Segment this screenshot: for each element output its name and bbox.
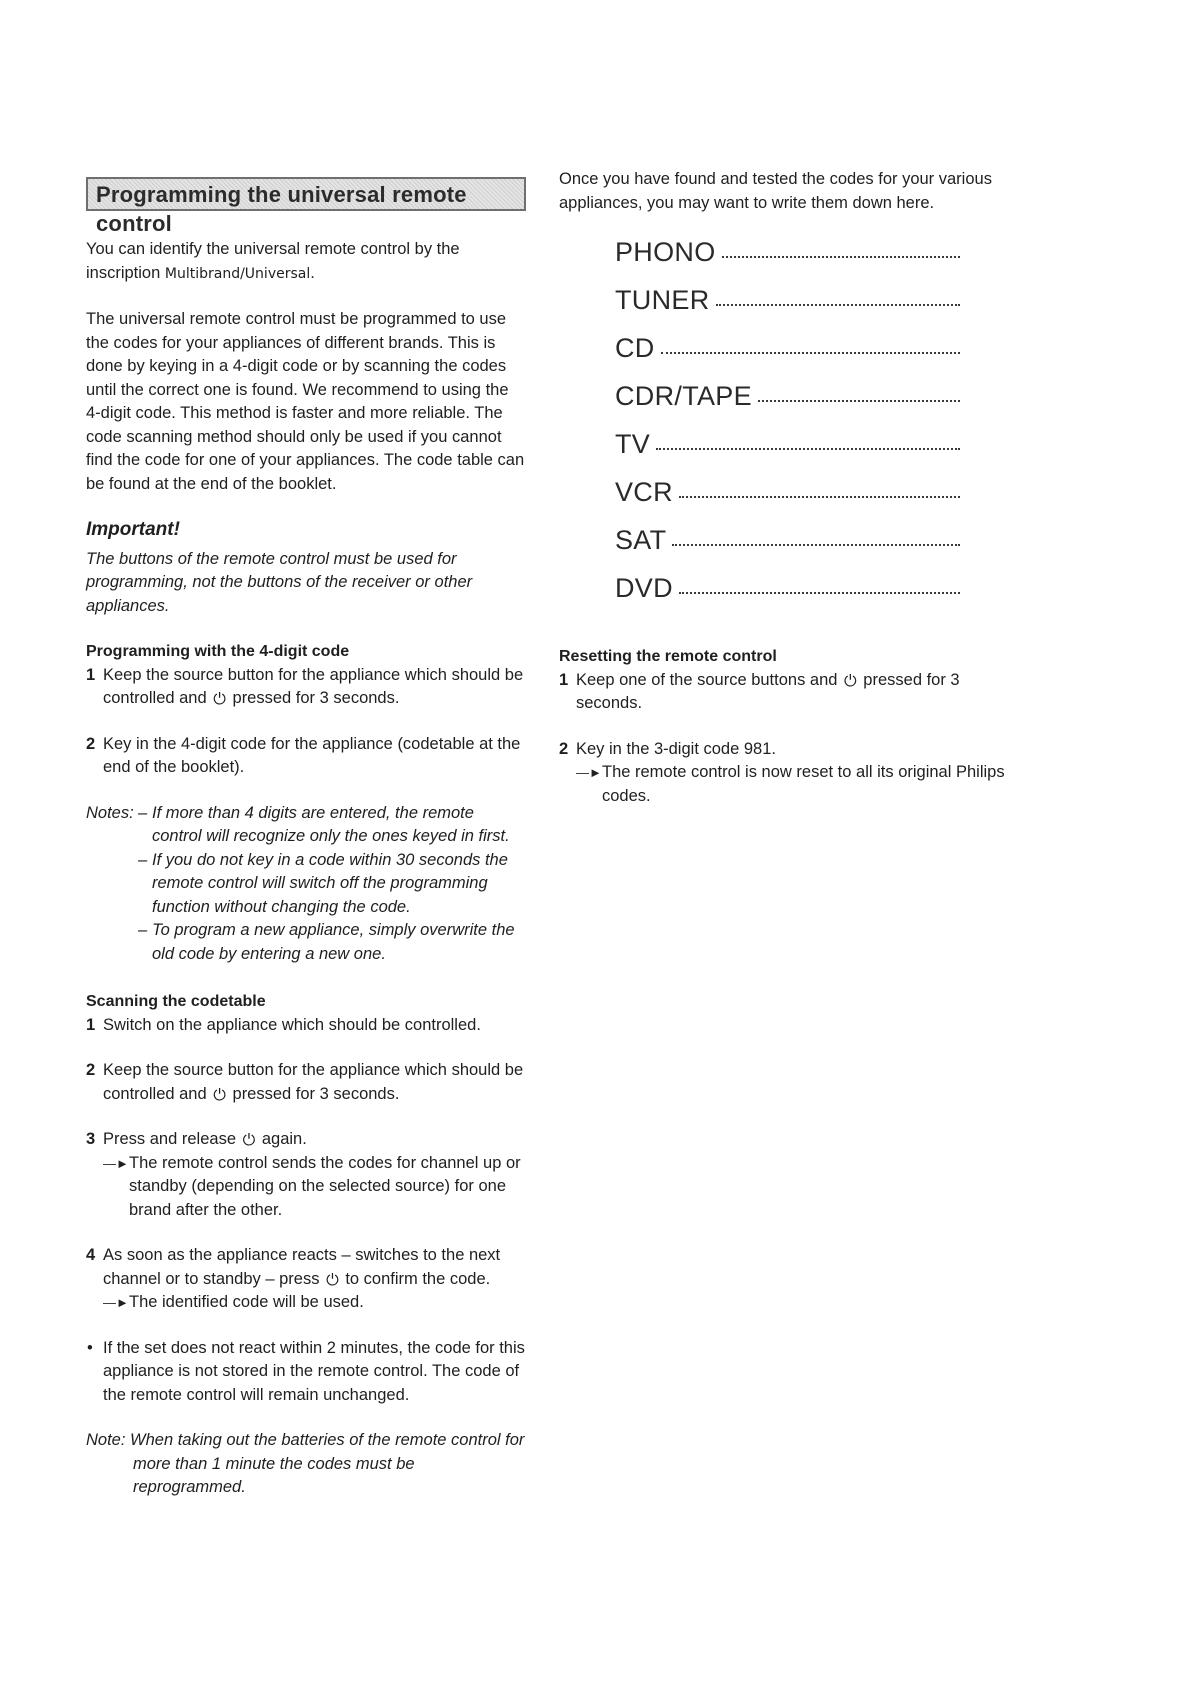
arrow-icon: —► <box>103 1295 129 1310</box>
notes-label: Notes: <box>86 803 134 822</box>
intro-text: You can identify the universal remote control by the inscription <box>86 240 460 282</box>
notes-block <box>86 802 526 967</box>
code-row-cd[interactable]: CD <box>615 337 960 385</box>
power-icon: ⏻ <box>213 691 226 708</box>
bullet-icon: • <box>87 1338 93 1357</box>
important-heading: Important! <box>86 519 180 540</box>
step-result: —► The remote control is now reset to all its original Philips codes. <box>576 763 1005 805</box>
code-row-sat[interactable]: SAT <box>615 529 960 577</box>
section-heading-scanning: Scanning the codetable <box>86 993 266 1010</box>
code-row-dvd[interactable]: DVD <box>615 577 960 625</box>
section-heading-reset: Resetting the remote control <box>559 648 777 665</box>
code-row-tuner[interactable]: TUNER <box>615 289 960 337</box>
left-column <box>86 177 526 1500</box>
code-row-phono[interactable]: PHONO <box>615 241 960 289</box>
step-1-4digit: 1 Keep the source button for the appliance which should be controlled and ⏻ pressed for 3 seconds. <box>86 665 524 708</box>
code-row-cdr-tape[interactable]: CDR/TAPE <box>615 385 960 433</box>
dotted-line <box>672 544 960 546</box>
step-result: —► The identified code will be used. <box>103 1291 526 1315</box>
section-heading-4digit: Programming with the 4-digit code <box>86 643 350 660</box>
step-number: 1 <box>86 665 96 684</box>
power-icon: ⏻ <box>242 1132 256 1149</box>
brand-inscription: Multibrand/Universal <box>164 265 311 282</box>
power-icon: ⏻ <box>844 672 857 690</box>
right-intro: Once you have found and tested the codes for your various appliances, you may want to write them down here. <box>559 170 992 212</box>
step-number: 1 <box>86 1015 96 1034</box>
dash-icon: – <box>138 803 148 822</box>
arrow-icon: —► <box>576 765 602 780</box>
right-column <box>559 168 1029 830</box>
section-banner <box>86 177 526 236</box>
dash-icon: – <box>138 850 148 869</box>
note-item: – If you do not key in a code within 30 seconds the remote control will switch off the programming function without changing the code. <box>138 850 508 916</box>
note-item: – If more than 4 digits are entered, the remote control will recognize only the ones keyed in first. <box>138 803 510 845</box>
step-number: 1 <box>559 670 569 689</box>
intro-end: . <box>310 263 315 282</box>
final-note: Note: When taking out the batteries of the remote control for more than 1 minute the codes must be reprogrammed. <box>86 1431 525 1496</box>
dotted-line <box>716 304 961 306</box>
code-write-list <box>615 237 960 625</box>
note-item: – To program a new appliance, simply overwrite the old code by entering a new one. <box>138 921 515 963</box>
important-text: The buttons of the remote control must be used for programming, not the buttons of the receiver or other appliances. <box>86 549 473 615</box>
code-row-tv[interactable]: TV <box>615 433 960 481</box>
dotted-line <box>656 448 960 450</box>
dotted-line <box>679 592 960 594</box>
intro-paragraph <box>86 238 526 286</box>
power-icon: ⏻ <box>213 1086 226 1104</box>
bullet-item: • If the set does not react within 2 minutes, the code for this appliance is not stored in the remote control. The code of the remote control will remain unchanged. <box>87 1338 525 1404</box>
step-number: 2 <box>86 1061 96 1079</box>
step-number: 3 <box>86 1130 96 1148</box>
step-4-scanning: 4 As soon as the appliance reacts – switches to the next channel or to standby – press ⏻ to confirm the code. —► The identified code will be used. <box>86 1244 526 1315</box>
dotted-line <box>722 256 960 258</box>
step-1-reset: 1 Keep one of the source buttons and ⏻ pressed for 3 seconds. <box>559 670 960 712</box>
power-icon: ⏻ <box>326 1271 339 1289</box>
step-2-reset: 2 Key in the 3-digit code 981. —► The remote control is now reset to all its original Philips codes. <box>559 738 1029 809</box>
step-2-scanning: 2 Keep the source button for the appliance which should be controlled and ⏻ pressed for 3 seconds. <box>86 1061 524 1104</box>
step-number: 2 <box>559 739 569 758</box>
dotted-line <box>758 400 960 402</box>
arrow-icon: —► <box>103 1155 129 1171</box>
dotted-line <box>661 352 960 354</box>
programming-paragraph: The universal remote control must be programmed to use the codes for your appliances of different brands. This is done by keying in a 4-digit code or by scanning the codes until the correct one is found. We recommend to using the 4-digit code. This method is faster and more reliable. The code scanning method should only be used if you cannot find the code for one of your appliances. The code table can be found at the end of the booklet. <box>86 310 525 493</box>
dash-icon: – <box>138 921 148 939</box>
code-row-vcr[interactable]: VCR <box>615 481 960 529</box>
step-number: 4 <box>86 1246 96 1264</box>
step-1-scanning: 1 Switch on the appliance which should be controlled. <box>86 1014 526 1038</box>
banner-title: Programming the universal remote control <box>96 182 467 236</box>
step-3-scanning: 3 Press and release ⏻ again. —► The remote control sends the codes for channel up or standby (depending on the selected source) for one brand after the other. <box>86 1128 526 1222</box>
step-number: 2 <box>86 734 96 753</box>
step-result: —► The remote control sends the codes for channel up or standby (depending on the selected source) for one brand after the other. <box>103 1153 521 1219</box>
step-2-4digit: 2 Key in the 4-digit code for the appliance (codetable at the end of the booklet). <box>86 734 521 776</box>
note-label: Note: <box>86 1431 126 1449</box>
dotted-line <box>679 496 960 498</box>
